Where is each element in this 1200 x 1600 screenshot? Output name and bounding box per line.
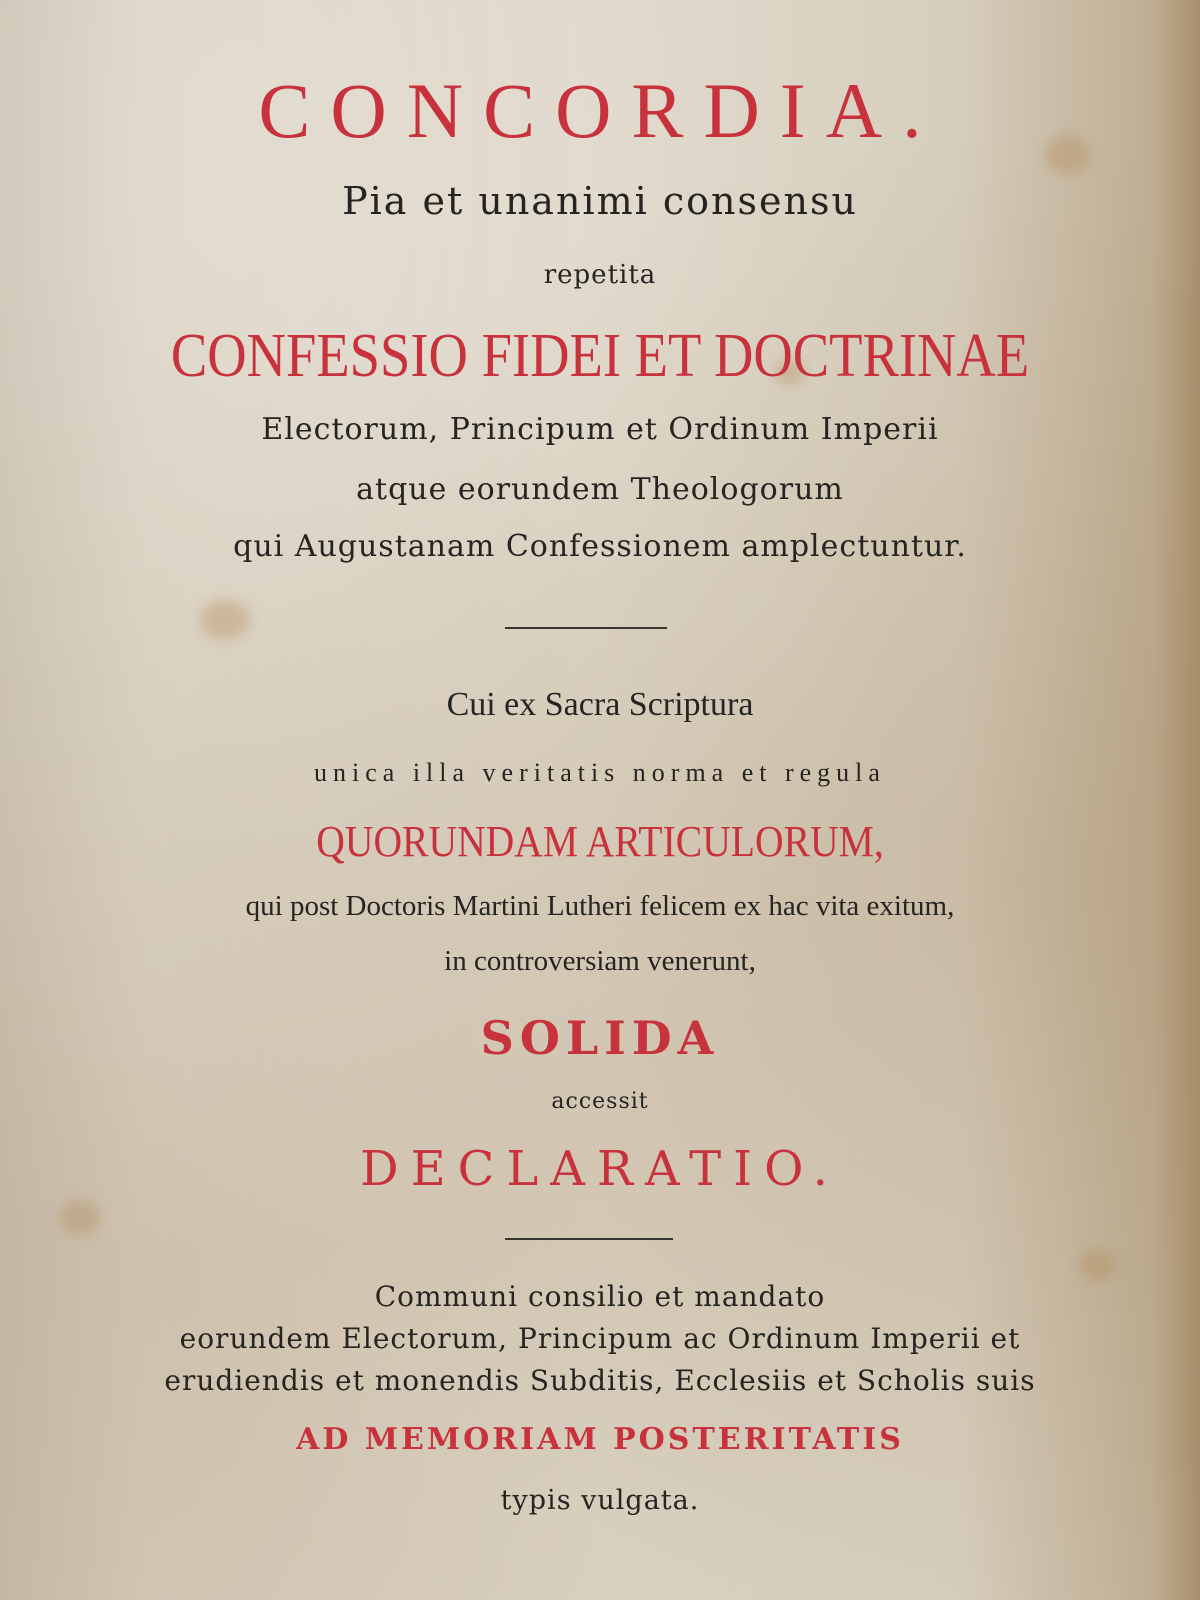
imprint-line: typis vulgata. [500, 1485, 700, 1516]
imprint-line: eorundem Electorum, Principum ac Ordinum Imperii et [179, 1322, 1021, 1355]
divider-rule [505, 1238, 673, 1240]
body-line: Cui ex Sacra Scriptura [446, 686, 754, 723]
heading-declaratio: DECLARATIO. [360, 1141, 840, 1197]
heading-confessio: CONFESSIO FIDEI ET DOCTRINAE [170, 322, 1030, 390]
subtitle-line: Electorum, Principum et Ordinum Imperii [261, 412, 939, 447]
body-line: unica illa veritatis norma et regula [314, 758, 886, 787]
imprint-line: erudiendis et monendis Subditis, Ecclesiis et Scholis suis [164, 1364, 1036, 1397]
subtitle-line: Pia et unanimi consensu [342, 179, 858, 223]
imprint-line: Communi consilio et mandato [374, 1280, 826, 1313]
book-title: CONCORDIA. [258, 67, 942, 154]
heading-quorundam: QUORUNDAM ARTICULORUM, [316, 817, 884, 866]
heading-solida: SOLIDA [480, 1011, 720, 1065]
divider-rule [505, 627, 667, 629]
subtitle-line: repetita [543, 260, 657, 290]
heading-ad-memoriam: AD MEMORIAM POSTERITATIS [296, 1422, 904, 1457]
subtitle-line: qui Augustanam Confessionem amplectuntur. [233, 529, 967, 564]
body-line: accessit [551, 1089, 649, 1114]
paper-stain [200, 600, 250, 640]
paper-stain [1080, 1250, 1115, 1280]
subtitle-line: atque eorundem Theologorum [356, 472, 844, 507]
paper-stain [60, 1200, 100, 1235]
body-line: in controversiam venerunt, [444, 945, 756, 977]
body-line: qui post Doctoris Martini Lutheri felicem ex hac vita exitum, [245, 890, 955, 922]
